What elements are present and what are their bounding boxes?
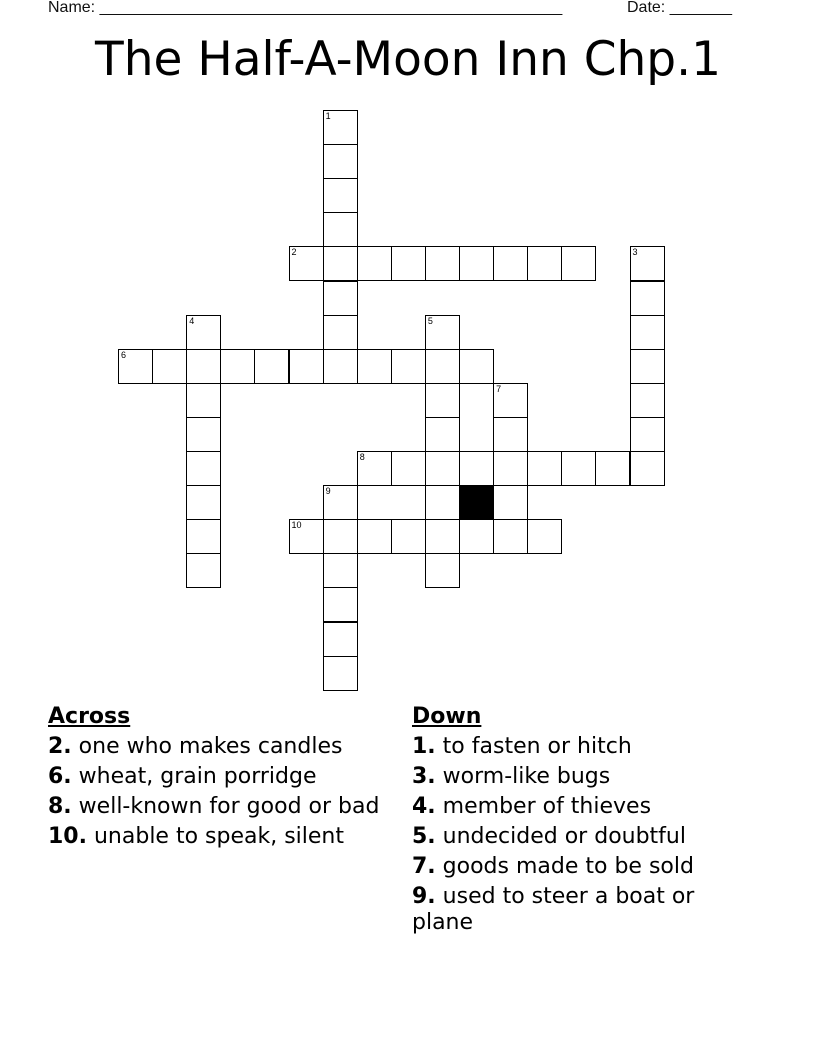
clue-text: goods made to be sold [442,854,694,879]
crossword-cell[interactable] [289,349,324,384]
crossword-block [459,485,494,520]
clue-item [412,794,742,820]
crossword-cell[interactable] [493,519,528,554]
name-blank: ____________________________________________________ [99,0,563,16]
crossword-cell[interactable] [357,246,392,281]
crossword-cell[interactable] [152,349,187,384]
down-clues [412,704,742,940]
clue-text: undecided or doubtful [442,824,686,849]
crossword-cell[interactable] [323,349,358,384]
clue-text: wheat, grain porridge [78,764,317,789]
clue-item [412,824,742,850]
crossword-cell[interactable] [323,178,358,213]
crossword-cell[interactable] [630,315,665,350]
clue-number: 6. [48,764,72,789]
cell-number: 4 [189,315,195,326]
crossword-cell[interactable] [186,383,221,418]
down-heading: Down [412,704,482,729]
clue-number: 1. [412,734,436,759]
crossword-cell[interactable] [459,451,494,486]
crossword-cell[interactable] [186,485,221,520]
crossword-cell[interactable] [630,417,665,452]
cell-number: 5 [427,315,433,326]
crossword-cell[interactable] [425,383,460,418]
clue-number: 2. [48,734,72,759]
crossword-cell[interactable] [630,451,665,486]
clue-text: unable to speak, silent [93,824,344,849]
crossword-cell[interactable] [186,553,221,588]
crossword-cell[interactable] [323,553,358,588]
cell-number: 7 [496,383,502,394]
crossword-cell[interactable] [186,349,221,384]
crossword-cell[interactable] [391,519,426,554]
crossword-cell[interactable] [186,315,221,350]
crossword-cell[interactable] [323,519,358,554]
crossword-cell[interactable] [493,417,528,452]
crossword-cell[interactable] [323,144,358,179]
clue-item [48,824,388,850]
crossword-cell[interactable] [493,451,528,486]
clue-number: 5. [412,824,436,849]
clue-item [48,764,388,790]
crossword-cell[interactable] [118,349,153,384]
date-label: Date: [627,0,666,16]
crossword-cell[interactable] [630,383,665,418]
crossword-cell[interactable] [323,212,358,247]
crossword-cell[interactable] [323,110,358,145]
crossword-cell[interactable] [425,519,460,554]
crossword-cell[interactable] [220,349,255,384]
clue-text: used to steer a boat or plane [412,884,695,935]
across-clues [48,704,388,854]
crossword-cell[interactable] [425,417,460,452]
crossword-cell[interactable] [493,485,528,520]
clue-text: one who makes candles [78,734,343,759]
crossword-cell[interactable] [323,281,358,316]
across-heading: Across [48,704,131,729]
clue-text: member of thieves [442,794,652,819]
crossword-cell[interactable] [357,451,392,486]
clue-number: 8. [48,794,72,819]
clue-number: 7. [412,854,436,879]
crossword-cell[interactable] [425,451,460,486]
crossword-cell[interactable] [425,315,460,350]
crossword-cell[interactable] [323,622,358,657]
crossword-cell[interactable] [391,349,426,384]
crossword-cell[interactable] [323,315,358,350]
crossword-cell[interactable] [391,246,426,281]
crossword-cell[interactable] [630,281,665,316]
clue-item [412,764,742,790]
crossword-cell[interactable] [357,519,392,554]
crossword-cell[interactable] [459,519,494,554]
crossword-cell[interactable] [595,451,630,486]
crossword-cell[interactable] [527,246,562,281]
crossword-cell[interactable] [186,417,221,452]
clue-item [412,854,742,880]
crossword-cell[interactable] [323,587,358,622]
crossword-cell[interactable] [493,383,528,418]
clue-item [412,884,742,936]
crossword-cell[interactable] [561,451,596,486]
crossword-cell[interactable] [527,519,562,554]
clue-text: well-known for good or bad [78,794,380,819]
clue-number: 3. [412,764,436,789]
crossword-cell[interactable] [323,246,358,281]
crossword-cell[interactable] [425,553,460,588]
crossword-cell[interactable] [254,349,289,384]
crossword-cell[interactable] [459,349,494,384]
cell-number: 10 [291,520,302,531]
clue-text: to fasten or hitch [442,734,632,759]
crossword-cell[interactable] [425,246,460,281]
clue-item [48,794,388,820]
crossword-cell[interactable] [323,656,358,691]
clue-number: 10. [48,824,87,849]
crossword-cell[interactable] [289,519,324,554]
cell-number: 3 [632,247,638,258]
crossword-cell[interactable] [186,519,221,554]
cell-number: 6 [121,349,127,360]
crossword-cell[interactable] [357,349,392,384]
cell-number: 8 [359,452,365,462]
puzzle-title: The Half-A-Moon Inn Chp.1 [95,32,721,87]
clue-number: 4. [412,794,436,819]
clue-item [48,734,388,760]
clue-item [412,734,742,760]
crossword-cell[interactable] [630,349,665,384]
crossword-cell[interactable] [391,451,426,486]
name-label: Name: [48,0,96,16]
crossword-cell[interactable] [186,451,221,486]
clue-number: 9. [412,884,436,909]
crossword-cell[interactable] [425,485,460,520]
crossword-cell[interactable] [630,246,665,281]
crossword-cell[interactable] [425,349,460,384]
crossword-cell[interactable] [289,246,324,281]
crossword-cell[interactable] [527,451,562,486]
crossword-cell[interactable] [561,246,596,281]
crossword-cell[interactable] [323,485,358,520]
date-blank: _______ [669,0,732,16]
crossword-cell[interactable] [493,246,528,281]
clue-text: worm-like bugs [442,764,611,789]
crossword-cell[interactable] [459,246,494,281]
cell-number: 1 [325,111,331,121]
cell-number: 9 [325,486,331,497]
cell-number: 2 [291,247,297,258]
